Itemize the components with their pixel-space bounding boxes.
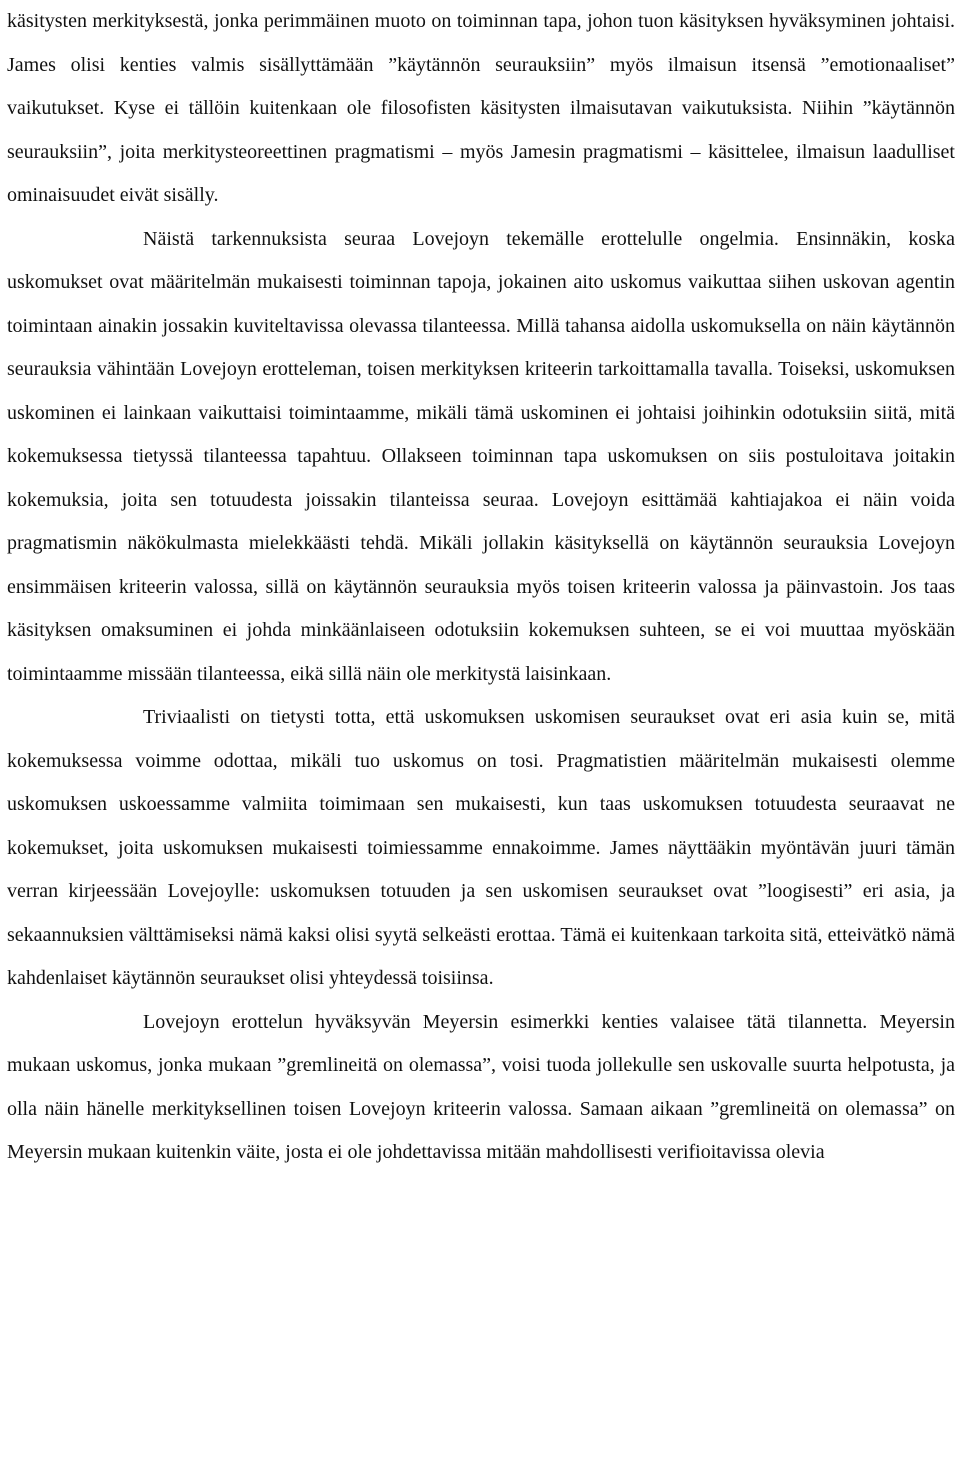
document-body xyxy=(7,0,955,1175)
paragraph-2: Näistä tarkennuksista seuraa Lovejoyn tekemälle erottelulle ongelmia. Ensinnäkin, koska uskomukset ovat määritelmän mukaisesti toiminnan tapoja, jokainen aito uskomus vaikuttaa siihen uskovan agentin toimintaan ainakin jossakin kuviteltavissa olevassa tilanteessa. Millä tahansa aidolla uskomuksella on näin käytännön seurauksia vähintään Lovejoyn erotteleman, toisen merkityksen kriteerin tarkoittamalla tavalla. Toiseksi, uskomuksen uskominen ei lainkaan vaikuttaisi toimintaamme, mikäli tämä uskominen ei johtaisi joihinkin odotuksiin siitä, mitä kokemuksessa tietyssä tilanteessa tapahtuu. Ollakseen toiminnan tapa uskomuksen on siis postuloitava joitakin kokemuksia, joita sen totuudesta joissakin tilanteissa seuraa. Lovejoyn esittämää kahtiajakoa ei näin voida pragmatismin näkökulmasta mielekkäästi tehdä. Mikäli jollakin käsityksellä on käytännön seurauksia Lovejoyn ensimmäisen kriteerin valossa, sillä on käytännön seurauksia myös toisen kriteerin valossa ja päinvastoin. Jos taas käsityksen omaksuminen ei johda minkäänlaiseen odotuksiin kokemuksen suhteen, se ei voi muuttaa myöskään toimintaamme missään tilanteessa, eikä sillä näin ole merkitystä laisinkaan. xyxy=(7,227,955,685)
paragraph-4: Lovejoyn erottelun hyväksyvän Meyersin esimerkki kenties valaisee tätä tilannetta. Meyersin mukaan uskomus, jonka mukaan ”gremlineitä on olemassa”, voisi tuoda jollekulle sen uskovalle suurta helpotusta, ja olla näin hänelle merkityksellinen toisen Lovejoyn kriteerin valossa. Samaan aikaan ”gremlineitä on olemassa” on Meyersin mukaan kuitenkin väite, josta ei ole johdettavissa mitään mahdollisesti verifioitavissa olevia xyxy=(7,1010,955,1163)
paragraph-1: käsitysten merkityksestä, jonka perimmäinen muoto on toiminnan tapa, johon tuon käsityksen hyväksyminen johtaisi. James olisi kenties valmis sisällyttämään ”käytännön seurauksiin” myös ilmaisun itsensä ”emotionaaliset” vaikutukset. Kyse ei tällöin kuitenkaan ole filosofisten käsitysten ilmaisutavan vaikutuksista. Niihin ”käytännön seurauksiin”, joita merkitysteoreettinen pragmatismi – myös Jamesin pragmatismi – käsittelee, ilmaisun laadulliset ominaisuudet eivät sisälly. xyxy=(7,10,955,206)
paragraph-3: Triviaalisti on tietysti totta, että uskomuksen uskomisen seuraukset ovat eri asia kuin se, mitä kokemuksessa voimme odottaa, mikäli tuo uskomus on tosi. Pragmatistien määritelmän mukaisesti olemme uskomuksen uskoessamme valmiita toimimaan sen mukaisesti, kun taas uskomuksen totuudesta seuraavat ne kokemukset, joita uskomuksen mukaisesti toimiessamme ennakoimme. James näyttääkin myöntävän juuri tämän verran kirjeessään Lovejoylle: uskomuksen totuuden ja sen uskomisen seuraukset ovat ”loogisesti” eri asia, ja sekaannuksien välttämiseksi nämä kaksi olisi syytä selkeästi erottaa. Tämä ei kuitenkaan tarkoita sitä, etteivätkö nämä kahdenlaiset käytännön seuraukset olisi yhteydessä toisiinsa. xyxy=(7,706,955,989)
